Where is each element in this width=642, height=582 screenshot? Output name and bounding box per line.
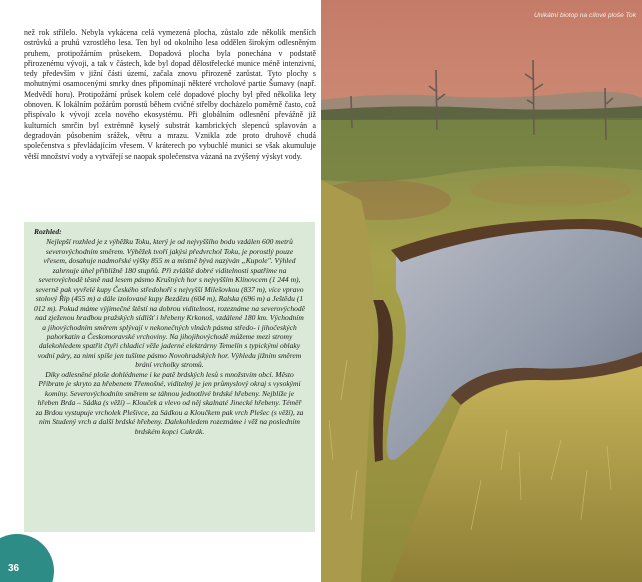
note-text: Nejlepší rozhled je z výběžku Toku, který je od nejvyššího bodu vzdálen 600 metrů severovýchodním směrem. Výběžek tvoří jakýsi předvrchol Toku, je porostlý pouze vřesem, dosahuje nadmořské výšky 855 m a místně bývá nazýván „Kupole". Výhled zahrnuje úhel přibližně 180 stupňů. Při zvláště dobré viditelnosti spatříme na severovýchodě těsně nad lesem pásmo Krušných hor s nejvyšším Klínovcem (1 244 m), severně pak vyvřelé kupy Českého středohoří s nejvyšší Milešovkou (837 m), více vpravo stolový Říp (455 m) a dále izolované kupy Bezdězu (604 m), Ralska (696 m) a Ještědu (1 012 m). Pokud máme výjimečné štěstí na dobrou viditelnost, rozeznáme na severovýchodě nad zježenou hradbou pražských sídlišť i hřebeny Krkonoš, vzdálené 180 km. Východním a jihovýchodním směrem splývají v nekonečných vlnách pásma středo- i jihočeských pahorkatin a Českomoravské vrchoviny. Na jihojihovýchodě můžeme mezi stromy dalekohledem spatřit čtyři chladicí věže jaderné elektrárny Temelín s typickými oblaky vodní páry, za nimi spíše jen tušíme pásmo Novohradských hor. Výhledu jižním směrem brání vrcholky stromů. Díky odlesněné ploše dohlédneme i ke patě brdských lesů s množstvím obcí. Město Příbram je skryto za hřebenem Třemošné, viditelný je jen průmyslový okraj s vysokými komíny. Severovýchodním směrem se táhnou jednotlivé brdské hřebeny. Nejblíže je hřeben Brda – Sádka (s věží) – Klouček a vlevo od něj skalnaté Jinecké hřebeny. Téměř za Brdou vystupuje vrcholek Plešivce, za Sádkou a Kloučkem pak vrch Plešec (s věží), za ním Studený vrch a další brdské hřebeny. Dalekohledem rozeznáme i věž na posledním brdském kopci Cukrák. [34, 237, 305, 436]
landscape-photo-image [321, 0, 642, 582]
photo-caption: Unikátní biotop na cílové ploše Tok [533, 12, 636, 19]
note-title: Rozhled: [34, 227, 62, 236]
body-paragraph: než rok střílelo. Nebyla vykácena celá vymezená plocha, zůstalo zde několik menších ostrůvků a pruhů vzrostlého lesa. Ten byl od okolního lesa oddělen širokým odlesněným pruhem, protipožárním průsekem. Dopadová plocha byla ponechána v podstatě přirozenému vývoji, a tak v částech, kde byl dopad dělostřelecké munice méně intenzivní, tedy především v jižní části území, začala znovu přirozeně zarůstat. Tyto plochy s mohutnými osamocenými smrky dnes připomínají některé vrcholové partie Šumavy (např. Medvědí horu). Protipožární průsek kolem celé dopadové plochy byl před několika lety obnoven. K lokálním požárům porostů během cvičné střelby docházelo poměrně často, což přispívalo k vývoji zcela nového ekosystému. Při globálním odlesnění převážně již kulturních smrčin byl extrémně kyselý substrát kambrických slepenců splavován a degradován působením srážek, větru a mrazu. Vznikla zde proto druhově chudá společenstva s převládajícím vřesem. V kráterech po vybuchlé munici se však akumuluje větší množství vody a vytvářejí se naopak společenstva vázaná na zvýšený výskyt vody. [24, 28, 316, 161]
page-number-tab [0, 534, 54, 582]
note-box-rozhled [24, 222, 315, 532]
landscape-photo [321, 0, 642, 582]
page-number: 36 [8, 563, 20, 574]
